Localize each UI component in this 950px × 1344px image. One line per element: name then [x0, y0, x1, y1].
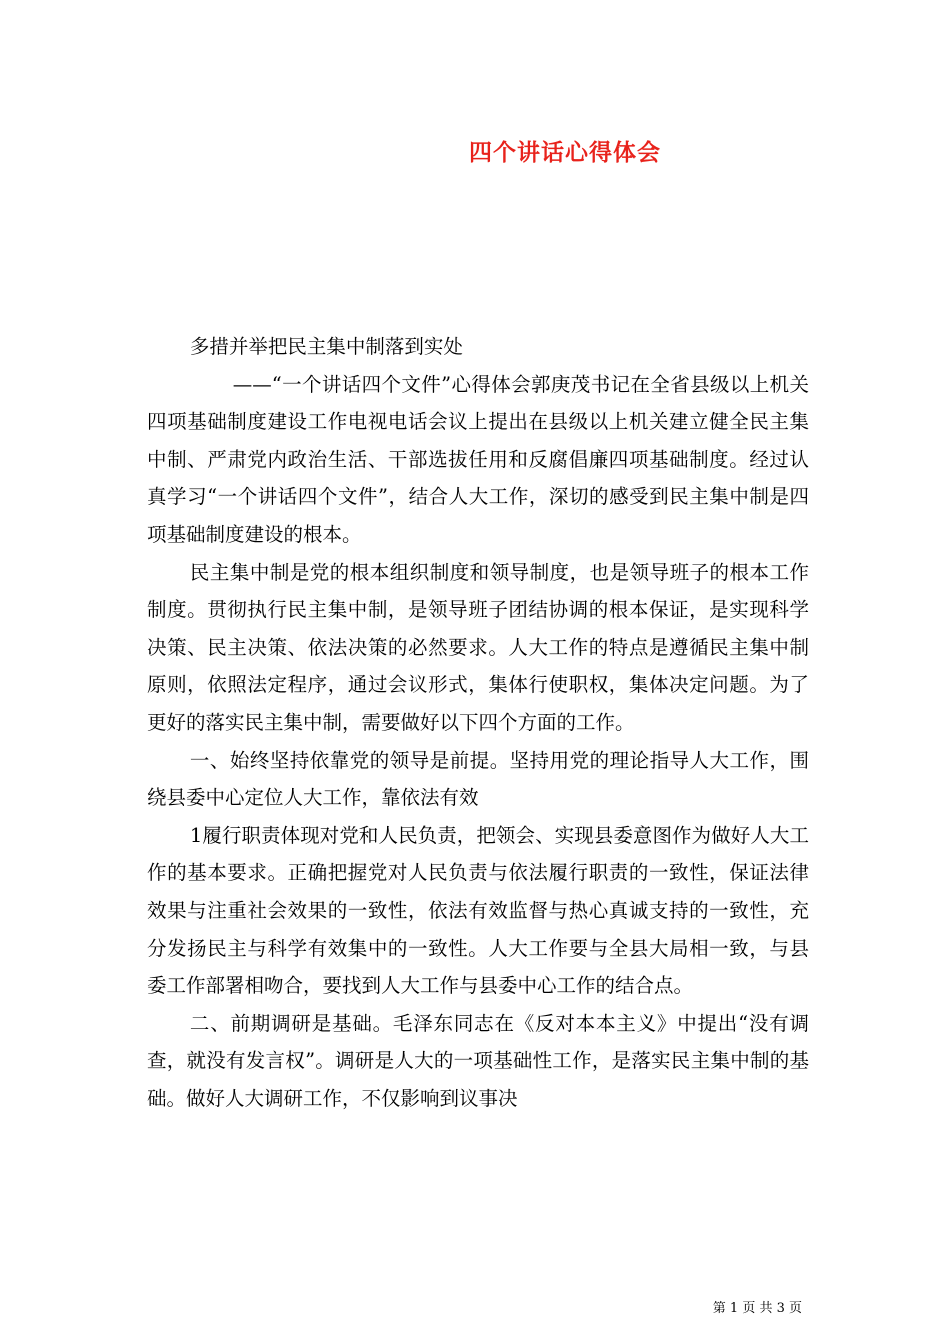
paragraph: 多措并举把民主集中制落到实处 — [189, 335, 463, 358]
paragraph: 二、前期调研是基础。毛泽东同志在《反对本本主义》中提出“没有调查，就没有发言权”。调研是人大的一项基础性工作，是落实民主集中制的基础。做好人大调研工作，不仅影响到议事决 — [147, 1011, 809, 1110]
paragraph: ——“一个讲话四个文件”心得体会郭庚茂书记在全省县级以上机关四项基础制度建设工作电视电话会议上提出在县级以上机关建立健全民主集中制、严肃党内政治生活、干部选拔任用和反腐倡廉四项基础制度。经过认真学习“一个讲话四个文件”，结合人大工作，深切的感受到民主集中制是四项基础制度建设的根本。 — [147, 372, 809, 546]
paragraph: 民主集中制是党的根本组织制度和领导制度，也是领导班子的根本工作制度。贯彻执行民主集中制，是领导班子团结协调的根本保证，是实现科学决策、民主决策、依法决策的必然要求。人大工作的特点是遵循民主集中制原则，依照法定程序，通过会议形式，集体行使职权，集体决定问题。为了更好的落实民主集中制，需要做好以下四个方面的工作。 — [147, 560, 809, 734]
document-title: 四个讲话心得体会 — [469, 139, 661, 166]
paragraph: 1履行职责体现对党和人民负责，把领会、实现县委意图作为做好人大工作的基本要求。正确把握党对人民负责与依法履行职责的一致性，保证法律效果与注重社会效果的一致性，依法有效监督与热心真诚支持的一致性，充分发扬民主与科学有效集中的一致性。人大工作要与全县大局相一致，与县委工作部署相吻合，要找到人大工作与县委中心工作的结合点。 — [147, 823, 809, 998]
document-body — [147, 328, 809, 1117]
page-number-footer: 第 1 页 共 3 页 — [712, 1301, 802, 1316]
paragraph: 一、始终坚持依靠党的领导是前提。坚持用党的理论指导人大工作，围绕县委中心定位人大工作，靠依法有效 — [147, 748, 809, 810]
